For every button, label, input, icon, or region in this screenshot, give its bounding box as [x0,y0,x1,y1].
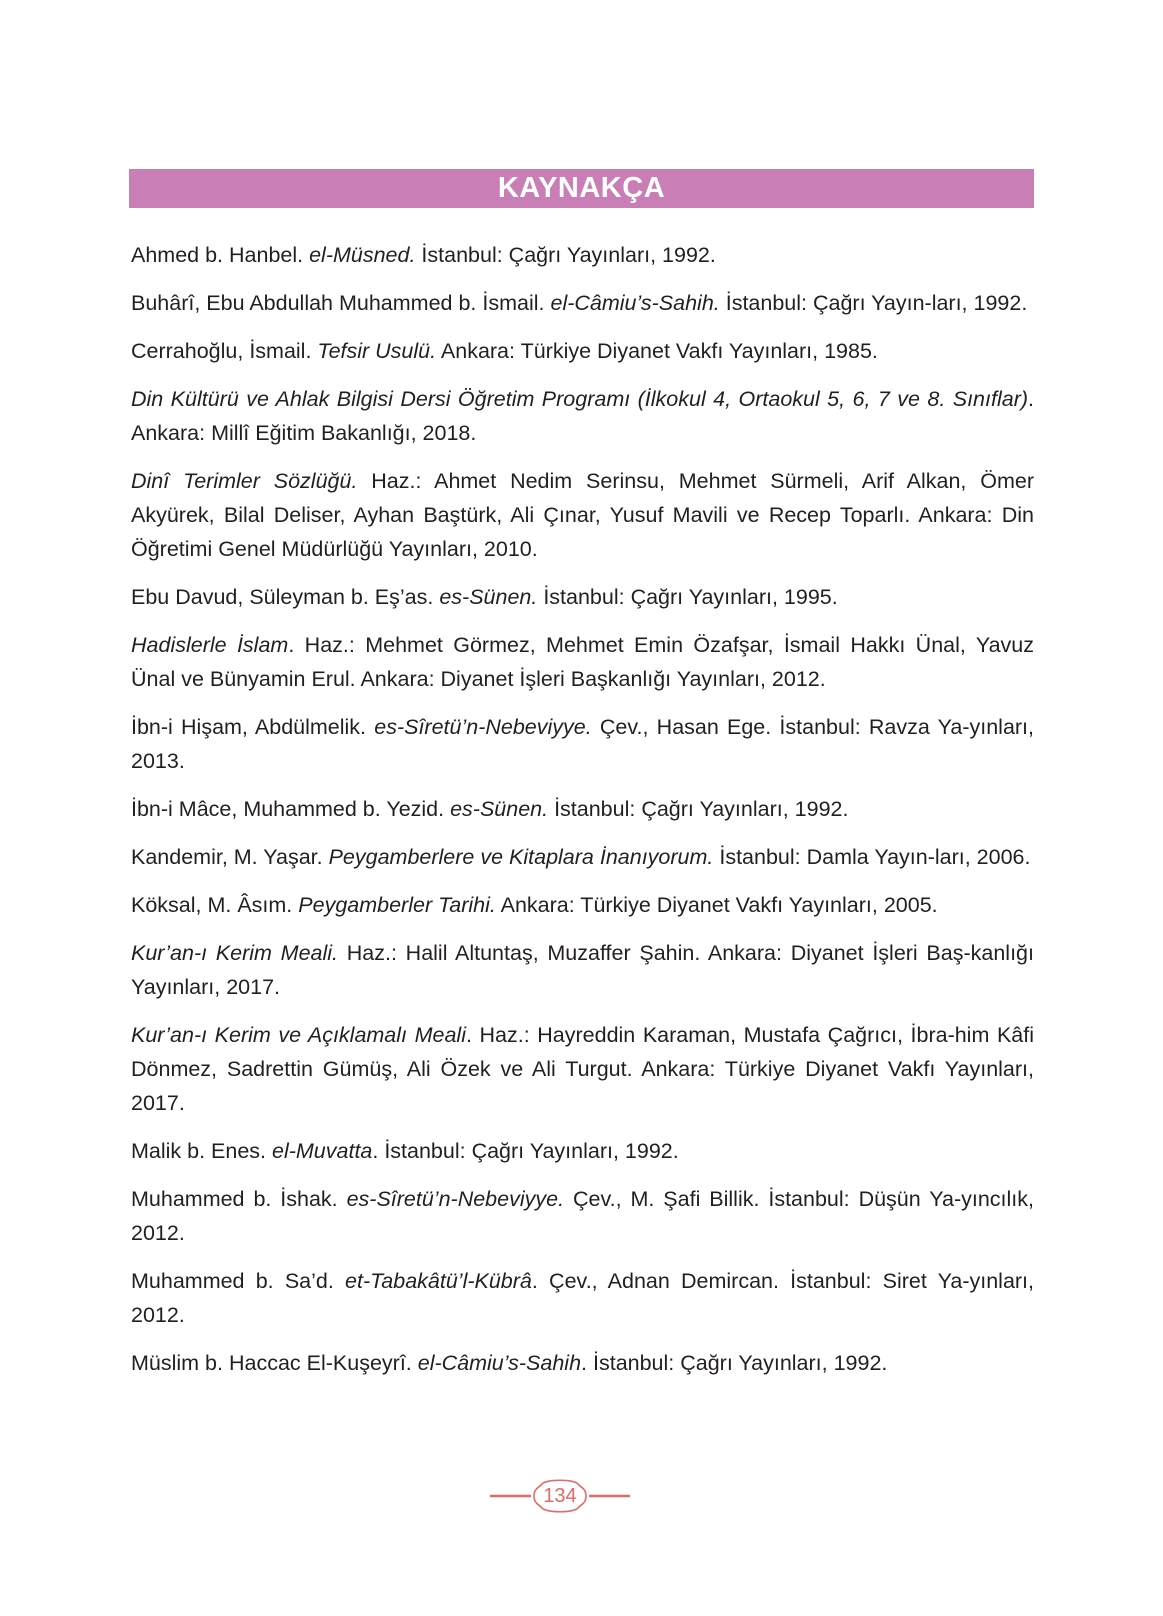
reference-item: Köksal, M. Âsım. Peygamberler Tarihi. Ankara: Türkiye Diyanet Vakfı Yayınları, 2005. [131,893,938,917]
reference-item: Ahmed b. Hanbel. el-Müsned. İstanbul: Çağrı Yayınları, 1992. [131,243,716,267]
reference-item: Kur’an-ı Kerim Meali. Haz.: Halil Altuntaş, Muzaffer Şahin. Ankara: Diyanet İşleri Baş-kanlığı Yayınları, 2017. [131,941,1034,999]
reference-item: İbn-i Mâce, Muhammed b. Yezid. es-Sünen. İstanbul: Çağrı Yayınları, 1992. [131,797,849,821]
reference-item: Din Kültürü ve Ahlak Bilgisi Dersi Öğretim Programı (İlkokul 4, Ortaokul 5, 6, 7 ve 8. Sınıflar). Ankara: Millî Eğitim Bakanlığı, 2018. [131,387,1034,445]
reference-item: Malik b. Enes. el-Muvatta. İstanbul: Çağrı Yayınları, 1992. [131,1139,679,1163]
reference-item: Ebu Davud, Süleyman b. Eş’as. es-Sünen. İstanbul: Çağrı Yayınları, 1995. [131,585,838,609]
reference-item: Muhammed b. İshak. es-Sîretü’n-Nebeviyye. Çev., M. Şafi Billik. İstanbul: Düşün Ya-yıncılık, 2012. [131,1187,1034,1245]
reference-item: Cerrahoğlu, İsmail. Tefsir Usulü. Ankara: Türkiye Diyanet Vakfı Yayınları, 1985. [131,339,878,363]
page-number-ornament [490,1476,630,1516]
reference-item: Müslim b. Haccac El-Kuşeyrî. el-Câmiu’s-Sahih. İstanbul: Çağrı Yayınları, 1992. [131,1351,888,1375]
reference-item: Buhârî, Ebu Abdullah Muhammed b. İsmail. el-Câmiu’s-Sahih. İstanbul: Çağrı Yayın-ları, 1992. [131,291,1028,315]
page-title: KAYNAKÇA [497,172,666,204]
title-bar [129,169,1034,208]
reference-item: İbn-i Hişam, Abdülmelik. es-Sîretü’n-Nebeviyye. Çev., Hasan Ege. İstanbul: Ravza Ya-yınları, 2013. [131,715,1035,773]
page-number: 134 [543,1485,577,1507]
reference-item: Muhammed b. Sa’d. et-Tabakâtü’l-Kübrâ. Çev., Adnan Demircan. İstanbul: Siret Ya-yınları, 2012. [131,1269,1035,1327]
reference-item: Kandemir, M. Yaşar. Peygamberlere ve Kitaplara İnanıyorum. İstanbul: Damla Yayın-ları, 2006. [131,845,1031,869]
reference-item: Dinî Terimler Sözlüğü. Haz.: Ahmet Nedim Serinsu, Mehmet Sürmeli, Arif Alkan, Ömer Akyürek, Bilal Deliser, Ayhan Baştürk, Ali Çınar, Yusuf Mavili ve Recep Toparlı. Ankara: Din Öğretimi Genel Müdürlüğü Yayınları, 2010. [131,469,1034,561]
reference-item: Kur’an-ı Kerim ve Açıklamalı Meali. Haz.: Hayreddin Karaman, Mustafa Çağrıcı, İbra-him Kâfi Dönmez, Sadrettin Gümüş, Ali Özek ve Ali Turgut. Ankara: Türkiye Diyanet Vakfı Yayınları, 2017. [131,1023,1034,1115]
reference-item: Hadislerle İslam. Haz.: Mehmet Görmez, Mehmet Emin Özafşar, İsmail Hakkı Ünal, Yavuz Ünal ve Bünyamin Erul. Ankara: Diyanet İşleri Başkanlığı Yayınları, 2012. [131,633,1034,691]
reference-list [131,238,1034,1394]
